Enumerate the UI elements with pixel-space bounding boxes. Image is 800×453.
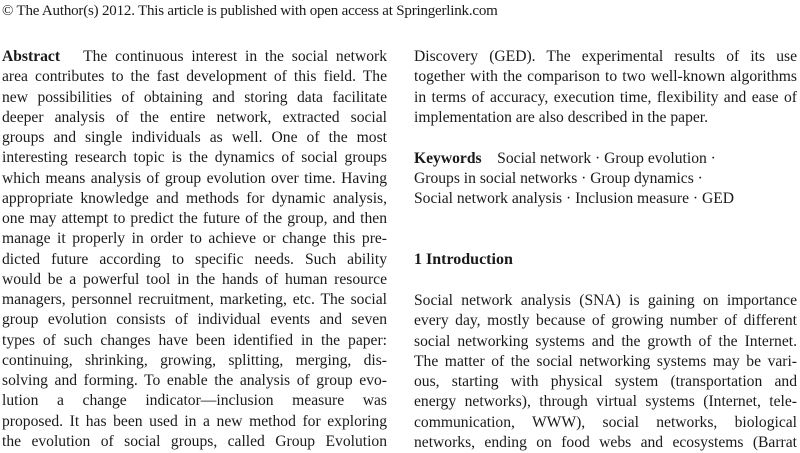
abstract-text: The continuous interest in the social network xyxy=(83,48,387,65)
abstract-line: deeper analysis of the entire network, extracted social xyxy=(2,108,387,126)
introduction-line: social networking systems and the growth of the Internet. xyxy=(414,332,797,350)
abstract-line: interesting research topic is the dynamics of social groups xyxy=(2,149,387,167)
abstract-line: in terms of accuracy, execution time, flexibility and ease of xyxy=(414,88,797,106)
introduction-line: communication, WWW), social networks, biological xyxy=(414,413,797,431)
keywords-line xyxy=(414,149,797,169)
abstract-label: Abstract xyxy=(2,48,61,65)
introduction-line: networks, ending on food webs and ecosystems (Barrat xyxy=(414,433,797,451)
left-column xyxy=(2,47,387,452)
abstract-line: the evolution of social groups, called Group Evolution xyxy=(2,432,387,450)
introduction-line: The matter of the social networking systems may be vari- xyxy=(414,352,797,370)
abstract-line: Discovery (GED). The experimental results of its use xyxy=(414,48,797,65)
keywords-line: Groups in social networks · Group dynamics · xyxy=(414,169,703,187)
keywords-line: Social network analysis · Inclusion measure · GED xyxy=(414,190,735,207)
abstract-line: would be a powerful tool in the hands of human resource xyxy=(2,270,387,288)
introduction-line: ous, starting with physical system (transportation and xyxy=(414,373,797,390)
copyright-notice: © The Author(s) 2012. This article is published with open access at Springerlink.com xyxy=(2,3,498,19)
abstract-line: groups and single individuals as well. One of the most xyxy=(2,129,387,146)
abstract-line: managers, personnel recruitment, marketing, etc. The social xyxy=(2,291,387,308)
keywords-text: Social network · Group evolution · xyxy=(497,149,716,167)
abstract-line: which means analysis of group evolution over time. Having xyxy=(2,169,387,187)
abstract-line: one may attempt to predict the future of the group, and then xyxy=(2,210,387,227)
abstract-line: types of such changes have been identified in the paper: xyxy=(2,331,387,349)
abstract-line: area contributes to the fast development of this field. The xyxy=(2,68,387,86)
abstract-line: appropriate knowledge and methods for dynamic analysis, xyxy=(2,189,387,207)
introduction-line: every day, mostly because of growing number of different xyxy=(414,312,797,330)
abstract-line: proposed. It has been used in a new method for exploring xyxy=(2,412,387,430)
abstract-line: solving and forming. To enable the analysis of group evo- xyxy=(2,372,387,389)
abstract-line: continuing, shrinking, growing, splitting, merging, dis- xyxy=(2,351,387,369)
abstract-line: together with the comparison to two well-known algorithms xyxy=(414,68,797,86)
abstract-line: manage it properly in order to achieve or change this pre- xyxy=(2,230,387,248)
right-column xyxy=(414,47,797,453)
introduction-line: energy networks), through virtual systems (Internet, tele- xyxy=(414,393,797,411)
introduction-line: Social network analysis (SNA) is gaining on importance xyxy=(414,292,797,309)
abstract-line: group evolution consists of individual events and seven xyxy=(2,311,387,329)
abstract-line: new possibilities of obtaining and storing data facilitate xyxy=(2,88,387,106)
section-heading: 1 Introduction xyxy=(414,251,513,269)
abstract-line xyxy=(2,47,387,67)
abstract-line: dicted future according to specific needs. Such ability xyxy=(2,250,387,268)
abstract-line: lution a change indicator—inclusion measure was xyxy=(2,392,387,410)
abstract-line: implementation are also described in the paper. xyxy=(414,108,709,126)
keywords-label: Keywords xyxy=(414,149,482,167)
